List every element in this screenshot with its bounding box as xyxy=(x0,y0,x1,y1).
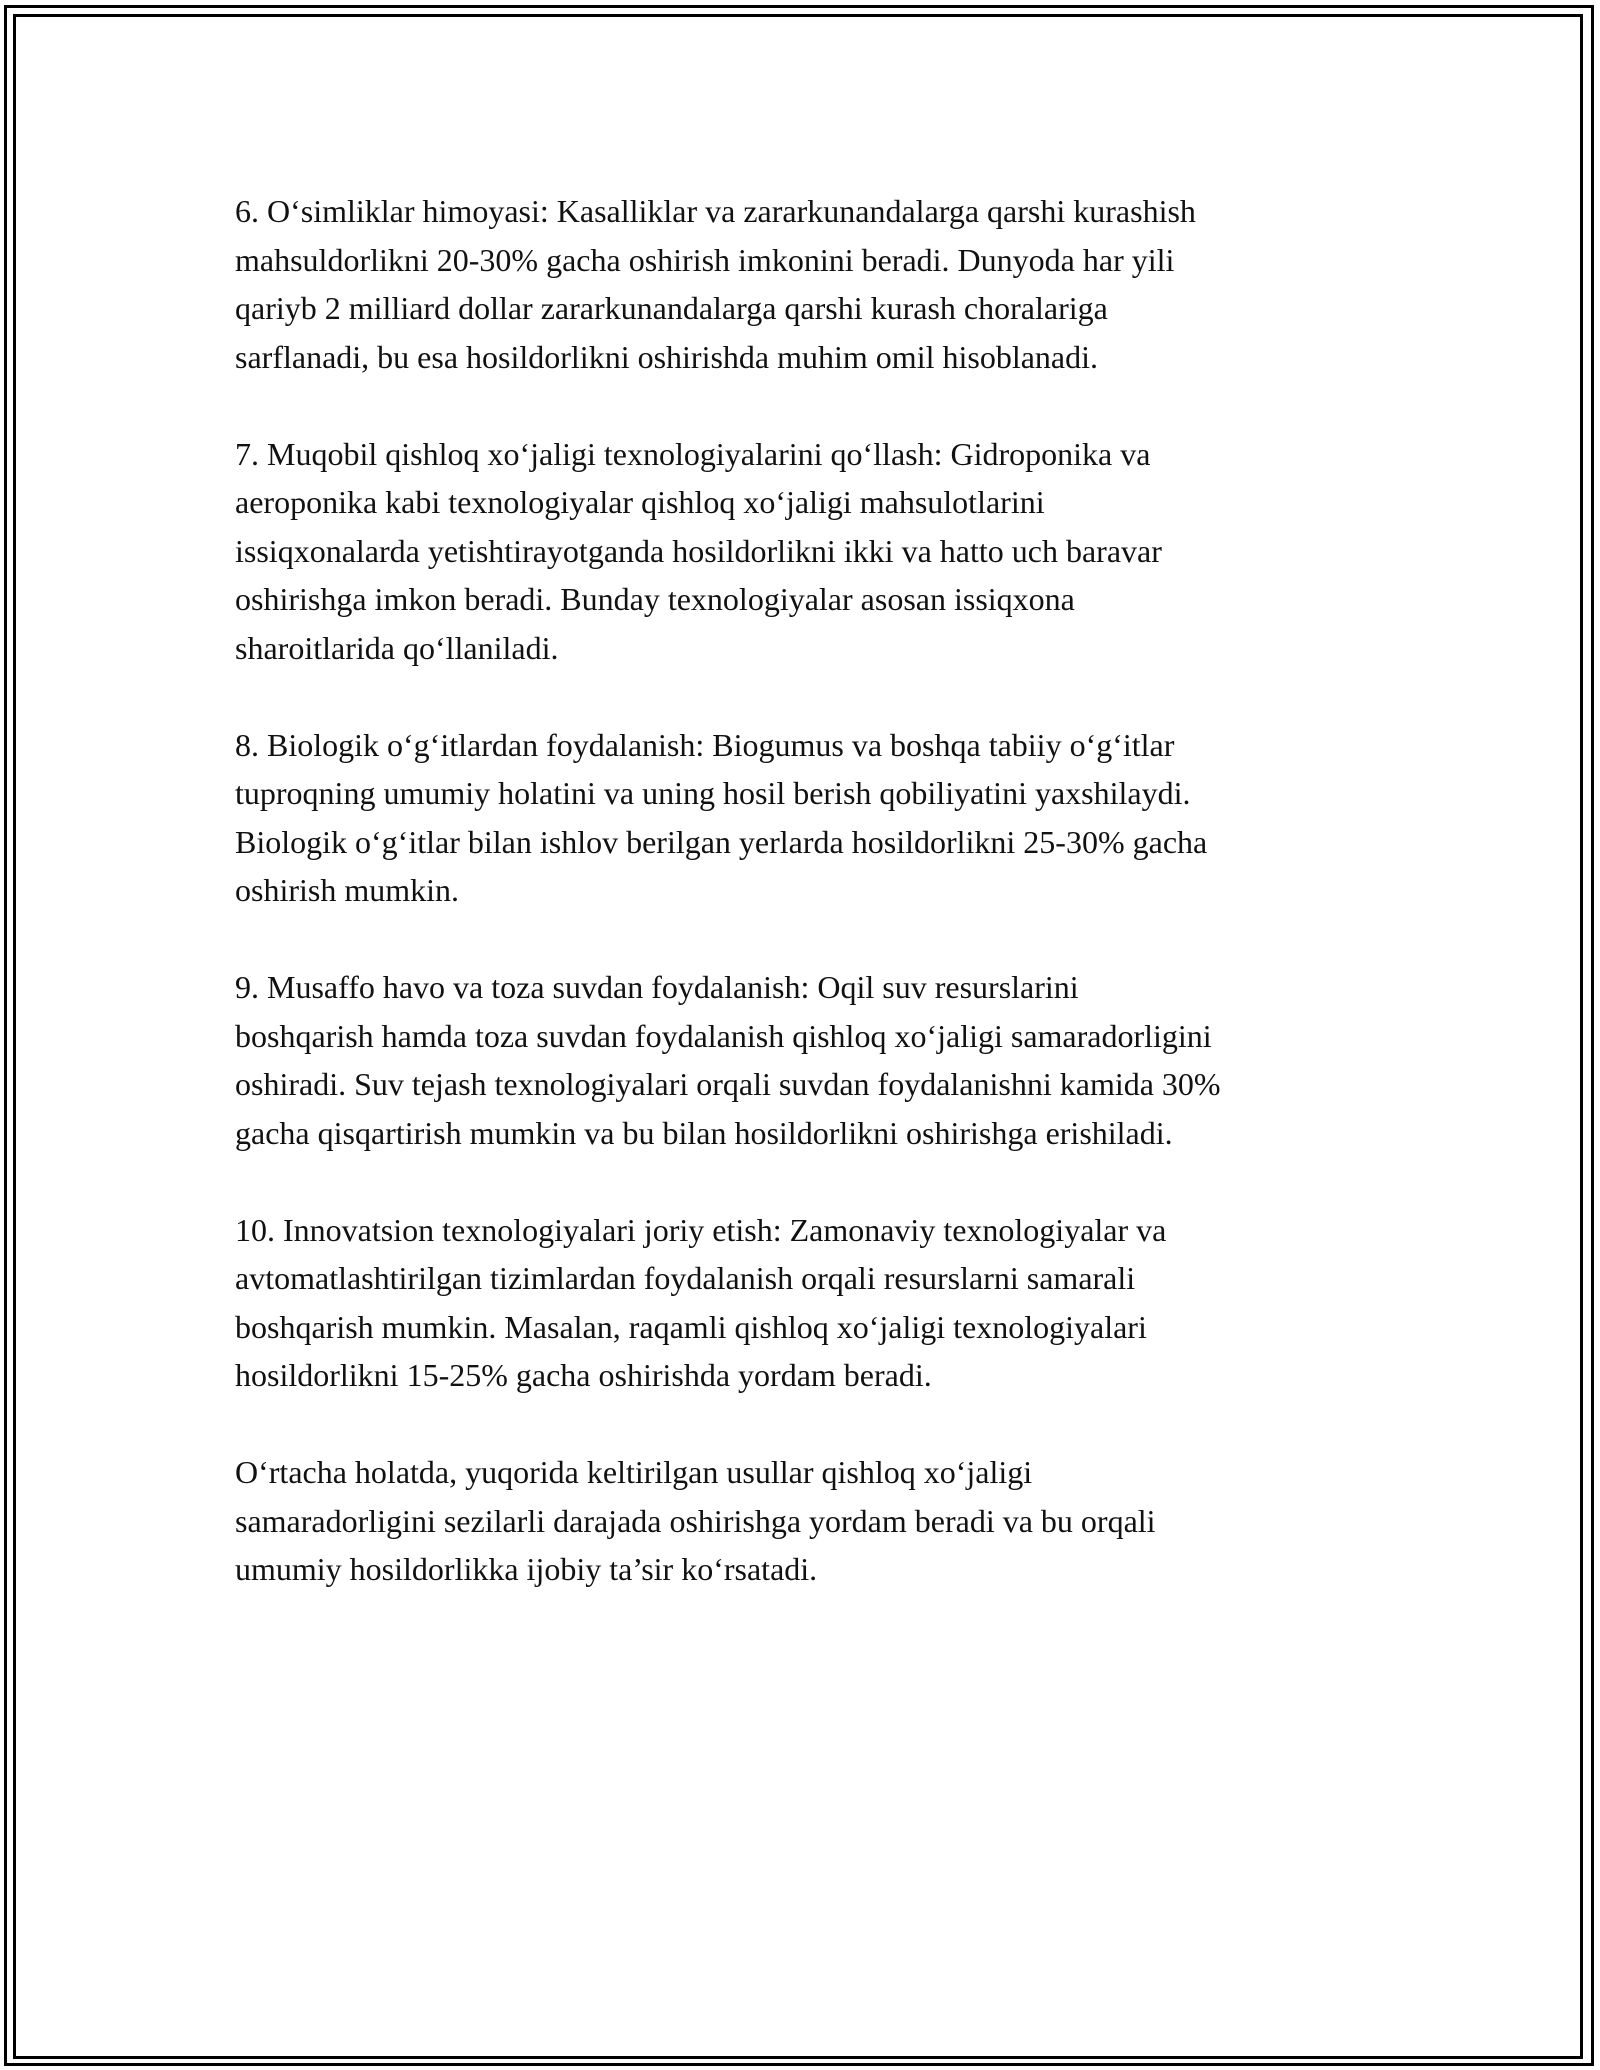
paragraph-alternative-technologies: 7. Muqobil qishloq xo‘jaligi texnologiyalarini qo‘llash: Gidroponika va aeroponika kabi texnologiyalar qishloq xo‘jaligi mahsulotlarini issiqxonalarda yetishtirayotganda hosildorlikni ikki va hatto uch baravar oshirishga imkon beradi. Bunday texnologiyalar asosan issiqxona sharoitlarida qo‘llaniladi. xyxy=(235,435,1162,666)
paragraph-clean-air-water: 9. Musaffo havo va toza suvdan foydalanish: Oqil suv resurslarini boshqarish hamda toza suvdan foydalanish qishloq xo‘jaligi samaradorligini oshiradi. Suv tejash texnologiyalari orqali suvdan foydalanishni kamida 30% gacha qisqartirish mumkin va bu bilan hosildorlikni oshirishga erishiladi. xyxy=(235,969,1221,1151)
paragraph-conclusion: O‘rtacha holatda, yuqorida keltirilgan usullar qishloq xo‘jaligi samaradorligini sezilarli darajada oshirishga yordam beradi va bu orqali umumiy hosildorlikka ijobiy ta’sir ko‘rsatadi. xyxy=(235,1454,1156,1587)
paragraph-plant-protection: 6. O‘simliklar himoyasi: Kasalliklar va zararkunandalarga qarshi kurashish mahsuldorlikni 20-30% gacha oshirish imkonini beradi. Dunyoda har yili qariyb 2 milliard dollar zararkunandalarga qarshi kurash choralariga sarflanadi, bu esa hosildorlikni oshirishda muhim omil hisoblanadi. xyxy=(235,193,1196,375)
paragraph-innovative-technologies: 10. Innovatsion texnologiyalari joriy etish: Zamonaviy texnologiyalar va avtomatlashtirilgan tizimlardan foydalanish orqali resurslarni samarali boshqarish mumkin. Masalan, raqamli qishloq xo‘jaligi texnologiyalari hosildorlikni 15-25% gacha oshirishda yordam beradi. xyxy=(235,1211,1167,1393)
document-body xyxy=(235,187,1375,1642)
paragraph-biological-fertilizers: 8. Biologik o‘g‘itlardan foydalanish: Biogumus va boshqa tabiiy o‘g‘itlar tuproqning umumiy holatini va uning hosil berish qobiliyatini yaxshilaydi. Biologik o‘g‘itlar bilan ishlov berilgan yerlarda hosildorlikni 25-30% gacha oshirish mumkin. xyxy=(235,726,1208,908)
